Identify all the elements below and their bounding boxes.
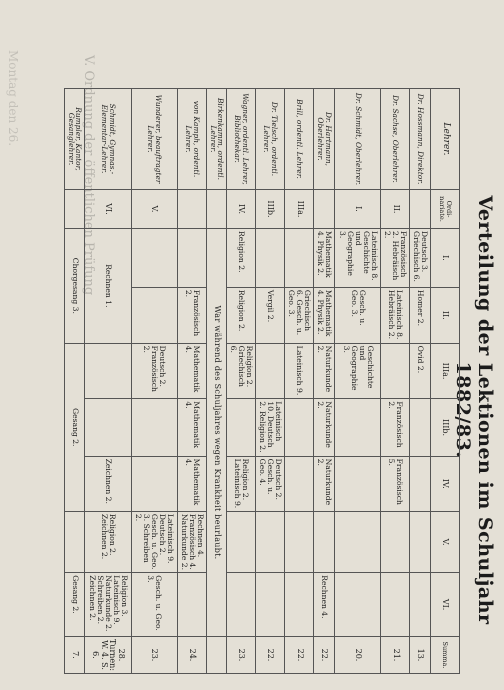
table-row <box>285 89 314 674</box>
lesson-cell: Deutsch 2. Gesch. u. Geo. 4. <box>256 456 285 511</box>
table-row <box>207 89 227 674</box>
lesson-cell: Gesch. u. Geo. 3. <box>131 573 177 637</box>
table-row <box>410 89 431 674</box>
lesson-cell <box>334 456 380 511</box>
lesson-cell: Lateinisch 9. Deutsch 2. Gesch. u. Geo. 3. Schreiben 2. <box>131 511 177 572</box>
lesson-cell <box>227 511 256 572</box>
lesson-cell <box>410 399 431 456</box>
lesson-cell <box>381 343 410 399</box>
table-row <box>227 89 256 674</box>
teacher-cell: Dr. Hossmann, Direktor. <box>410 89 431 190</box>
sum-cell: 23. <box>131 636 177 673</box>
lesson-cell <box>85 399 131 456</box>
lesson-cell: Naturkunde 2. <box>314 456 335 511</box>
lesson-cell <box>256 573 285 637</box>
lesson-cell: Mathematik 4. Physik 2. <box>314 229 335 288</box>
sum-cell: 22. <box>256 636 285 673</box>
sum-cell: 22. <box>285 636 314 673</box>
rechnen-span-cell: Rechnen 1. <box>85 229 131 344</box>
lesson-cell: Religion 2. <box>227 229 256 288</box>
ordinariate-cell: V. <box>131 190 177 229</box>
teacher-cell: Wagner, ordentl. Lehrer, Bibliothekar. <box>227 89 256 190</box>
teacher-cell: Dr. Sachse, Oberlehrer. <box>381 89 410 190</box>
teacher-cell: Dr. Tielsch, ordentl. Lehrer. <box>256 89 285 190</box>
lesson-cell: Naturkunde 2. <box>314 399 335 456</box>
lesson-cell <box>285 511 314 572</box>
lesson-cell: Lateinisch 8. Hebräisch 2. <box>381 287 410 343</box>
lesson-cell: Französisch 5. <box>381 456 410 511</box>
sum-cell: 13. <box>410 636 431 673</box>
header-row <box>431 89 460 674</box>
bleed-through-text-2: Montag den 26. <box>6 50 20 147</box>
lesson-cell: Gesang 2. <box>65 573 85 637</box>
header-class-IIIa: IIIa. <box>431 343 460 399</box>
lesson-cell <box>334 573 380 637</box>
lesson-cell: Homer 2. <box>410 287 431 343</box>
header-class-VI: VI. <box>431 573 460 637</box>
header-class-IIIb: IIIb. <box>431 399 460 456</box>
ordinariate-cell: IV. <box>227 190 256 229</box>
lesson-cell <box>256 343 285 399</box>
lesson-cell <box>65 511 85 572</box>
teacher-cell: Dr. Hartmann, Oberlehrer. <box>314 89 335 190</box>
table-row <box>131 89 177 674</box>
lesson-cell <box>256 229 285 288</box>
page-title: Verteilung der Lektionen im Schuljahr 1882/83. <box>452 195 496 625</box>
lesson-cell <box>85 343 131 399</box>
lesson-cell: Griechisch 6. Gesch. u. Geo. 3. <box>285 287 314 343</box>
lesson-cell: Zeichnen 2. <box>85 456 131 511</box>
table-row <box>381 89 410 674</box>
lesson-cell <box>410 511 431 572</box>
ordinariate-cell <box>410 190 431 229</box>
sum-cell: 22. <box>314 636 335 673</box>
chorgesang-span-cell: Chorgesang 3. <box>65 229 85 344</box>
lesson-cell <box>131 229 177 288</box>
lesson-cell <box>314 511 335 572</box>
lesson-cell: Vergil 2. <box>256 287 285 343</box>
ordinariate-cell <box>177 190 206 229</box>
sum-cell: 23. <box>227 636 256 673</box>
lesson-cell: Mathematik 4. <box>177 399 206 456</box>
lesson-cell <box>131 287 177 343</box>
lesson-cell <box>285 456 314 511</box>
sum-cell <box>207 636 227 673</box>
lesson-cell: Religion 2. Lateinisch 9. <box>227 456 256 511</box>
teacher-cell: Brill, ordentl. Lehrer. <box>285 89 314 190</box>
lesson-cell <box>334 399 380 456</box>
lesson-cell: Rechnen 4. <box>314 573 335 637</box>
lesson-cell: Lateinisch 9. <box>285 343 314 399</box>
teacher-cell: Schmidt, Gymnas.-Elementar-Lehrer. <box>85 89 131 190</box>
leave-note: War während des Schuljahres wegen Krankheit beurlaubt. <box>207 229 227 637</box>
ordinariate-cell: IIIa. <box>285 190 314 229</box>
table-row <box>334 89 380 674</box>
lesson-cell: Religion 2. Zeichnen 2. <box>85 511 131 572</box>
table-row <box>85 89 131 674</box>
header-sum: Summa. <box>431 636 460 673</box>
header-class-I: I. <box>431 229 460 288</box>
teacher-cell: von Kamph, ordentl. Lehrer. <box>177 89 206 190</box>
lesson-cell: Lateinisch 8. Geschichte und Geographie 3. <box>334 229 380 288</box>
lesson-cell <box>177 573 206 637</box>
gesang-span-cell: Gesang 2. <box>65 343 85 511</box>
lesson-cell <box>227 573 256 637</box>
ordinariate-cell: IIIb. <box>256 190 285 229</box>
sum-cell: 7. <box>65 636 85 673</box>
lesson-cell <box>285 399 314 456</box>
header-teacher: Lehrer. <box>431 89 460 190</box>
lesson-cell: Französisch 2. Hebräisch 2. <box>381 229 410 288</box>
ordinariate-cell: II. <box>381 190 410 229</box>
lesson-cell: Naturkunde 2. <box>314 343 335 399</box>
table-row <box>65 89 85 674</box>
ordinariate-cell <box>314 190 335 229</box>
teacher-cell: Birkenkamm, ordentl. Lehrer. <box>207 89 227 190</box>
lesson-cell: Französisch 2. <box>381 399 410 456</box>
lesson-cell <box>410 456 431 511</box>
lesson-cell: Religion 3. Lateinisch 9. Naturkunde 2. Schreiben 2. Zeichnen 2. <box>85 573 131 637</box>
ordinariate-cell: VI. <box>85 190 131 229</box>
lesson-cell: Französisch 2. <box>177 287 206 343</box>
lesson-cell <box>256 511 285 572</box>
lesson-cell <box>381 573 410 637</box>
lesson-cell: Rechnen 4. Französisch 4. Naturkunde 2. <box>177 511 206 572</box>
sum-cell: 20. <box>334 636 380 673</box>
teacher-cell: Dr. Schmidt, Oberlehrer. <box>334 89 380 190</box>
lesson-cell <box>177 229 206 288</box>
header-class-V: V. <box>431 511 460 572</box>
bleed-through-text: V. Ordnung der öffentlichen Prüfung <box>81 55 96 296</box>
table-row <box>256 89 285 674</box>
lesson-cell <box>285 573 314 637</box>
lesson-cell <box>334 511 380 572</box>
lesson-cell: Religion 2. <box>227 287 256 343</box>
header-class-IV: IV. <box>431 456 460 511</box>
lesson-cell <box>410 573 431 637</box>
lesson-cell <box>381 511 410 572</box>
lesson-cell: Deutsch 3. Griechisch 6. <box>410 229 431 288</box>
teacher-cell: Rumpler, Kantor, Gesanglehrer. <box>65 89 85 190</box>
lesson-cell: Ovid 2. <box>410 343 431 399</box>
lesson-cell: Lateinisch 10. Deutsch 2. Religion 2. <box>256 399 285 456</box>
header-ordinariate: Ordi-nariate. <box>431 190 460 229</box>
lesson-cell: Mathematik 4. <box>177 456 206 511</box>
ordinariate-cell <box>65 190 85 229</box>
table-row <box>314 89 335 674</box>
ordinariate-cell: I. <box>334 190 380 229</box>
lesson-cell: Mathematik 4. <box>177 343 206 399</box>
lesson-cell: Mathematik 4. Physik 2. <box>314 287 335 343</box>
table-row <box>177 89 206 674</box>
ordinariate-cell <box>207 190 227 229</box>
lesson-cell: Gesch. u. Geo. 3. <box>334 287 380 343</box>
sum-cell: 24. <box>177 636 206 673</box>
lesson-cell <box>131 456 177 511</box>
lesson-cell <box>285 229 314 288</box>
header-class-II: II. <box>431 287 460 343</box>
lesson-distribution-table <box>64 88 460 674</box>
lesson-cell: Deutsch 2. Französisch 2. <box>131 343 177 399</box>
teacher-cell: Wunderer, beauftragter Lehrer. <box>131 89 177 190</box>
lesson-cell: Religion 2. Griechisch 6. <box>227 343 256 399</box>
sum-cell: 21. <box>381 636 410 673</box>
lesson-cell <box>131 399 177 456</box>
lesson-cell <box>227 399 256 456</box>
sum-cell: 28. Turnen: W. 4. S. 6. <box>85 636 131 673</box>
lesson-cell: Geschichte und Geographie 3. <box>334 343 380 399</box>
